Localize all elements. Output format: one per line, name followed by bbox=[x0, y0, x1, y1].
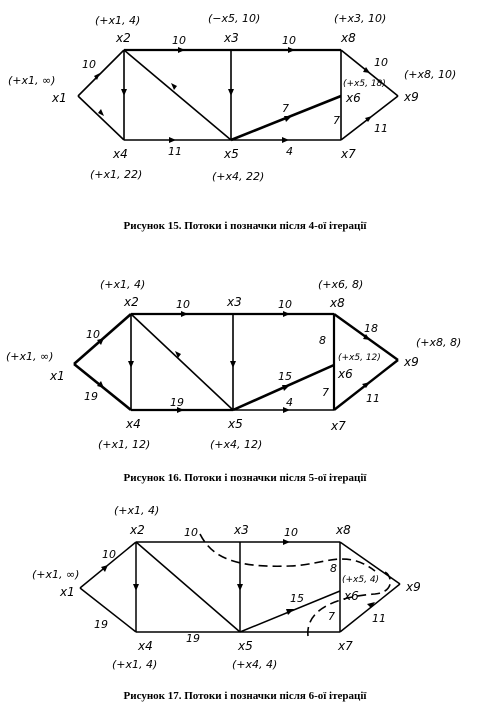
flow-x1-x4: 19 bbox=[84, 390, 98, 403]
arrow-marker bbox=[171, 83, 177, 90]
label-x5: (+x4, 12) bbox=[210, 438, 263, 451]
flow-x6-x7: 7 bbox=[328, 610, 335, 623]
flow-x5-x6: 15 bbox=[290, 592, 304, 605]
flow-x4-x5: 11 bbox=[168, 145, 182, 158]
arrow-marker bbox=[230, 361, 236, 368]
label-x6: (+x5, 18) bbox=[343, 79, 386, 89]
node-x5: x5 bbox=[238, 639, 253, 653]
node-x1: x1 bbox=[50, 369, 65, 383]
label-x3: (−x5, 10) bbox=[208, 12, 261, 25]
flow-x1-x2: 10 bbox=[82, 58, 96, 71]
arrow-marker bbox=[282, 385, 290, 391]
node-x9: x9 bbox=[404, 90, 419, 104]
node-x7: x7 bbox=[331, 419, 346, 433]
arrow-marker bbox=[288, 47, 295, 53]
flow-x3-x8: 10 bbox=[284, 526, 298, 539]
graph-figure-17 bbox=[0, 496, 490, 688]
node-x4: x4 bbox=[138, 639, 153, 653]
node-x2: x2 bbox=[116, 31, 131, 45]
flow-x2-x3: 10 bbox=[172, 34, 186, 47]
label-x2: (+x1, 4) bbox=[95, 14, 141, 27]
flow-x1-x2: 10 bbox=[102, 548, 116, 561]
arrow-marker bbox=[181, 311, 188, 317]
node-x3: x3 bbox=[224, 31, 239, 45]
flow-x6-x7: 7 bbox=[322, 386, 329, 399]
node-x4: x4 bbox=[126, 417, 141, 431]
arrow-marker bbox=[121, 89, 127, 96]
label-x9: (+x8, 8) bbox=[416, 336, 462, 349]
node-x5: x5 bbox=[228, 417, 243, 431]
edge-x1-x4 bbox=[78, 96, 124, 140]
label-x8: (+x6, 8) bbox=[318, 278, 364, 291]
node-x2: x2 bbox=[124, 295, 139, 309]
label-x4: (+x1, 22) bbox=[90, 168, 143, 181]
node-x4: x4 bbox=[113, 147, 128, 161]
label-x4: (+x1, 4) bbox=[112, 658, 158, 671]
arrow-marker bbox=[133, 584, 139, 591]
arrow-marker bbox=[283, 539, 290, 545]
node-x6: x6 bbox=[346, 91, 361, 105]
dashed-cut-path bbox=[200, 534, 375, 571]
node-x7: x7 bbox=[341, 147, 356, 161]
caption-figure-16: Рисунок 16. Потоки і позначки після 5-ої ітерації bbox=[123, 472, 367, 484]
label-x1: (+x1, ∞) bbox=[8, 74, 56, 87]
node-x3: x3 bbox=[227, 295, 242, 309]
flow-x3-x8: 10 bbox=[278, 298, 292, 311]
node-x2: x2 bbox=[130, 523, 145, 537]
node-x8: x8 bbox=[341, 31, 356, 45]
graph-figure-16 bbox=[0, 268, 490, 468]
arrow-marker bbox=[284, 116, 292, 122]
node-x5: x5 bbox=[224, 147, 239, 161]
node-x6: x6 bbox=[338, 367, 353, 381]
label-x4: (+x1, 12) bbox=[98, 438, 151, 451]
label-x5: (+x4, 4) bbox=[232, 658, 278, 671]
label-x6: (+x5, 4) bbox=[342, 575, 380, 585]
flow-x4-x5: 19 bbox=[186, 632, 200, 645]
flow-x5-x7: 4 bbox=[286, 145, 293, 158]
edge-x1-x2 bbox=[78, 50, 124, 96]
edge-x2-x5 bbox=[136, 542, 240, 632]
label-x2: (+x1, 4) bbox=[114, 504, 160, 517]
edge-x8-x9 bbox=[341, 50, 398, 96]
node-x9: x9 bbox=[404, 355, 419, 369]
flow-x2-x3: 10 bbox=[184, 526, 198, 539]
edge-x2-x5 bbox=[124, 50, 231, 140]
arrow-marker bbox=[283, 311, 290, 317]
label-x1: (+x1, ∞) bbox=[6, 350, 54, 363]
node-x3: x3 bbox=[234, 523, 249, 537]
arrow-marker bbox=[128, 361, 134, 368]
arrow-marker bbox=[286, 609, 294, 615]
caption-figure-15: Рисунок 15. Потоки і позначки після 4-ої ітерації bbox=[123, 220, 367, 232]
flow-x5-x7: 4 bbox=[286, 396, 293, 409]
node-x1: x1 bbox=[60, 585, 75, 599]
node-x9: x9 bbox=[406, 580, 421, 594]
flow-x1-x4: 19 bbox=[94, 618, 108, 631]
arrow-marker bbox=[169, 137, 176, 143]
flow-x8-x6: 8 bbox=[319, 334, 326, 347]
node-x6: x6 bbox=[344, 589, 359, 603]
arrow-marker bbox=[178, 47, 185, 53]
flow-x4-x5: 19 bbox=[170, 396, 184, 409]
label-x5: (+x4, 22) bbox=[212, 170, 265, 183]
flow-x7-x9: 11 bbox=[374, 122, 388, 135]
node-x1: x1 bbox=[52, 91, 67, 105]
edge-x1-x4 bbox=[80, 588, 136, 632]
flow-x5-x6: 15 bbox=[278, 370, 292, 383]
flow-x3-x8: 10 bbox=[282, 34, 296, 47]
label-x6: (+x5, 12) bbox=[338, 353, 381, 363]
arrow-marker bbox=[237, 584, 243, 591]
label-x9: (+x8, 10) bbox=[404, 68, 457, 81]
graph-figure-15 bbox=[0, 0, 490, 195]
flow-x7-x9: 11 bbox=[372, 612, 386, 625]
flow-x2-x3: 10 bbox=[176, 298, 190, 311]
flow-x6-x7: 7 bbox=[333, 114, 340, 127]
arrow-marker bbox=[101, 565, 108, 572]
caption-figure-17: Рисунок 17. Потоки і позначки після 6-ої ітерації bbox=[123, 690, 367, 702]
label-x1: (+x1, ∞) bbox=[32, 568, 80, 581]
label-x2: (+x1, 4) bbox=[100, 278, 146, 291]
flow-x8-x9: 18 bbox=[364, 322, 378, 335]
node-x7: x7 bbox=[338, 639, 353, 653]
node-x8: x8 bbox=[336, 523, 351, 537]
label-x8: (+x3, 10) bbox=[334, 12, 387, 25]
arrow-marker bbox=[282, 137, 289, 143]
flow-x7-x9: 11 bbox=[366, 392, 380, 405]
node-x8: x8 bbox=[330, 296, 345, 310]
flow-x1-x2: 10 bbox=[86, 328, 100, 341]
flow-x8-x6: 8 bbox=[330, 562, 337, 575]
flow-x8-x9: 10 bbox=[374, 56, 388, 69]
arrow-marker bbox=[228, 89, 234, 96]
flow-x5-x6: 7 bbox=[282, 102, 289, 115]
